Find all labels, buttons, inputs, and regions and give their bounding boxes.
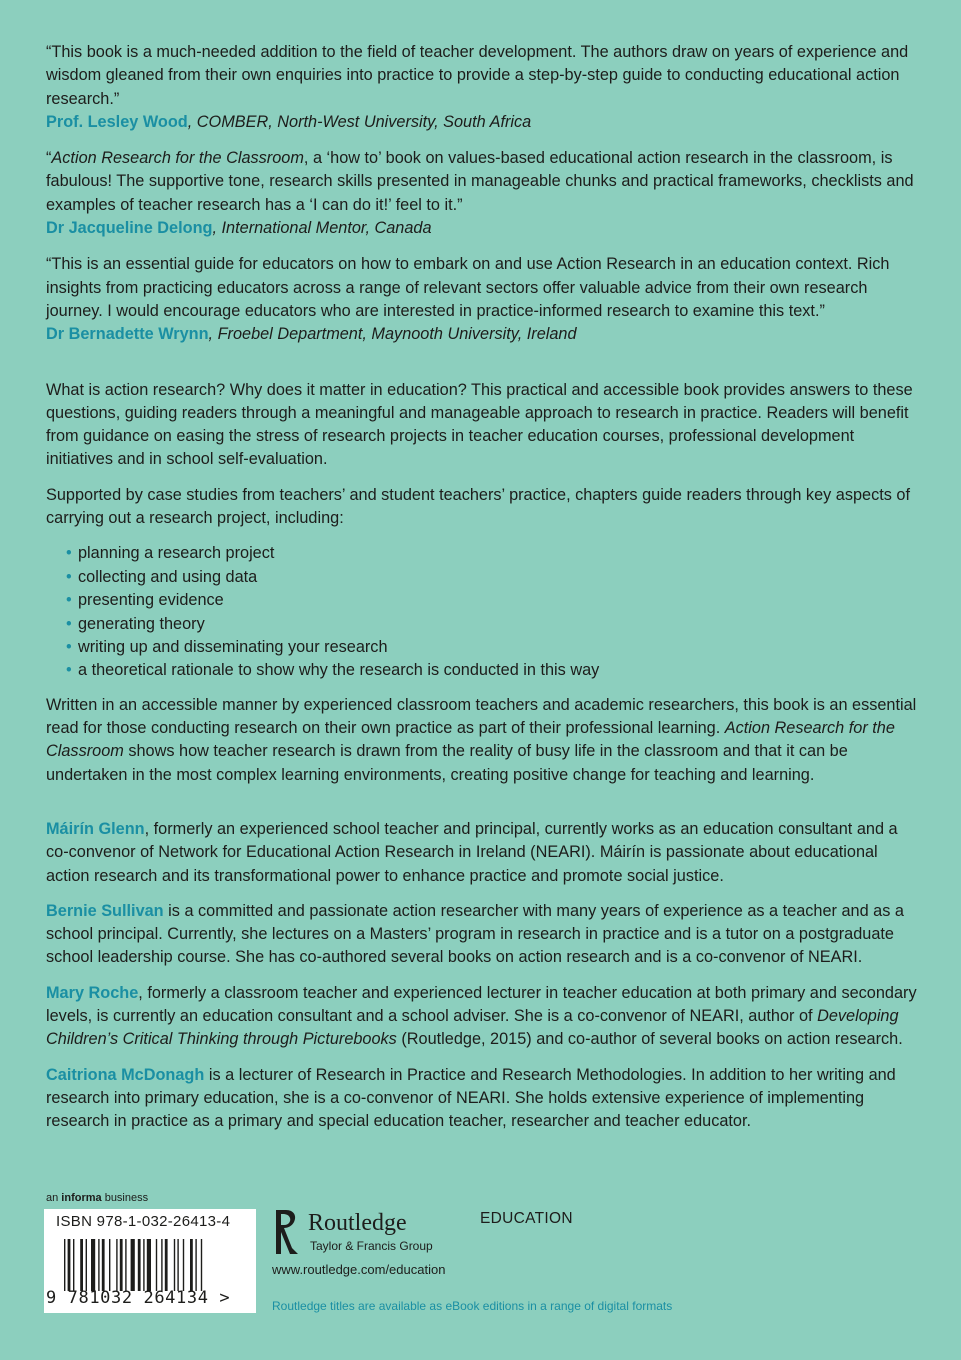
informa-logo: informa <box>61 1192 102 1204</box>
endorser-affiliation: , International Mentor, Canada <box>212 219 432 238</box>
informa-tagline: an informa business <box>46 1192 149 1204</box>
book-title: Action Research for the Classroom <box>46 719 895 761</box>
publisher-name: Routledge <box>308 1210 407 1236</box>
barcode-digits: 9 781032 264134 > <box>46 1288 231 1308</box>
endorsement-quote: “This is an essential guide for educators on how to embark on and use Action Research in an education context. Rich insights from practicing educators across a range of relevant sectors offer valuable advice from their own research journey. I would encourage educators who are interested in practice-informed research to examine this text.” <box>46 255 890 320</box>
list-item: • generating theory <box>66 613 921 636</box>
quote-mark: “ <box>46 149 52 168</box>
bullet-icon: • <box>66 637 72 656</box>
list-item: • writing up and disseminating your research <box>66 636 921 659</box>
author-bio-roche: Mary Roche, formerly a classroom teacher and experienced lecturer in teacher education at both primary and secondary levels, is currently an education consultant and a school adviser. She is a co-convenor of NEARI, author of Developing Children’s Critical Thinking through Picturebooks (Routledge, 2015) and co-author of several books on action research. <box>46 983 917 1049</box>
endorser-affiliation: , Froebel Department, Maynooth University, Ireland <box>208 325 577 344</box>
publisher-group: Taylor & Francis Group <box>310 1239 433 1253</box>
endorsement-3 <box>46 253 921 346</box>
endorsement-quote: “This book is a much-needed addition to the field of teacher development. The authors draw on years of experience and wisdom gleaned from their own enquiries into practice to provide a step-by-step guide to conducting educational action research.” <box>46 43 909 108</box>
author-name: Máirín Glenn <box>46 819 145 838</box>
endorsement-attribution <box>46 111 921 134</box>
bullet-icon: • <box>66 661 72 680</box>
routledge-logo-icon <box>272 1208 300 1256</box>
list-item: • a theoretical rationale to show why the research is conducted in this way <box>66 659 921 682</box>
book-title: Action Research for the Classroom <box>51 149 304 168</box>
description-paragraph-3: Written in an accessible manner by experienced classroom teachers and academic researchers, this book is an essential read for those conducting research on their own practice as part of their professional learning. Action Research for the Classroom shows how teacher research is drawn from the reality of busy life in the classroom and that it can be undertaken in the most complex learning environments, creating positive change for teaching and learning. <box>46 695 917 784</box>
author-bio-glenn: Máirín Glenn, formerly an experienced school teacher and principal, currently works as an education consultant and a co-convenor of Network for Educational Action Research in Ireland (NEARI). Máirín is passionate about educational action research and its transformational power to enhance practice and promote social justice. <box>46 819 898 885</box>
description-paragraph-1: What is action research? Why does it matter in education? This practical and accessible book provides answers to these questions, guiding readers through a meaningful and manageable approach to research in practice. Readers will benefit from guidance on easing the stress of research projects in teacher education courses, professional development initiatives and in school self-evaluation. <box>46 380 913 469</box>
endorsement-quote <box>46 147 921 217</box>
description-paragraph-2: Supported by case studies from teachers’ and student teachers’ practice, chapters guide readers through key aspects of carrying out a research project, including: <box>46 485 910 528</box>
endorser-name: Dr Jacqueline Delong <box>46 219 213 238</box>
endorser-name: Dr Bernadette Wrynn <box>46 325 209 344</box>
list-item: • presenting evidence <box>66 589 921 612</box>
book-title: Developing Children’s Critical Thinking through Picturebooks <box>46 1007 899 1049</box>
author-bio-mcdonagh: Caitriona McDonagh is a lecturer of Research in Practice and Research Methodologies. In addition to her writing and research into primary education, she is a co-convenor of NEARI. She holds extensive experience of implementing research in practice as a primary and special education teacher, researcher and teacher educator. <box>46 1065 896 1131</box>
subject-category: EDUCATION <box>480 1210 573 1227</box>
isbn-label: ISBN 978-1-032-26413-4 <box>56 1213 231 1230</box>
barcode-icon <box>64 1239 242 1291</box>
isbn-barcode <box>44 1209 256 1313</box>
endorsement-2 <box>46 147 921 240</box>
list-item: • collecting and using data <box>66 566 921 589</box>
bullet-icon: • <box>66 614 72 633</box>
endorsement-attribution <box>46 323 921 346</box>
list-item: • planning a research project <box>66 542 921 565</box>
topic-list <box>46 542 921 682</box>
endorsement-1 <box>46 41 921 134</box>
bullet-icon: • <box>66 544 72 563</box>
publisher-url: www.routledge.com/education <box>272 1262 446 1277</box>
author-name: Bernie Sullivan <box>46 901 164 920</box>
ebook-note: Routledge titles are available as eBook editions in a range of digital formats <box>272 1299 673 1313</box>
back-cover-text <box>46 41 921 1146</box>
endorser-affiliation: , COMBER, North-West University, South Africa <box>187 112 532 131</box>
author-name: Caitriona McDonagh <box>46 1065 205 1084</box>
bullet-icon: • <box>66 567 72 586</box>
endorsement-attribution <box>46 217 921 240</box>
quote-text: , a ‘how to’ book on values-based educational action research in the classroom, is fabulous! The supportive tone, research skills presented in manageable chunks and practical frameworks, checklists and examples of teacher research has a ‘I can do it!’ feel to it.” <box>46 149 914 214</box>
author-bio-sullivan: Bernie Sullivan is a committed and passionate action researcher with many years of experience as a teacher and as a school principal. Currently, she lectures on a Masters’ program in research in practice and is a tutor on a postgraduate school leadership course. She has co-authored several books on action research and is a co-convenor of NEARI. <box>46 901 904 967</box>
author-name: Mary Roche <box>46 983 139 1002</box>
endorser-name: Prof. Lesley Wood <box>46 112 188 131</box>
bullet-icon: • <box>66 591 72 610</box>
